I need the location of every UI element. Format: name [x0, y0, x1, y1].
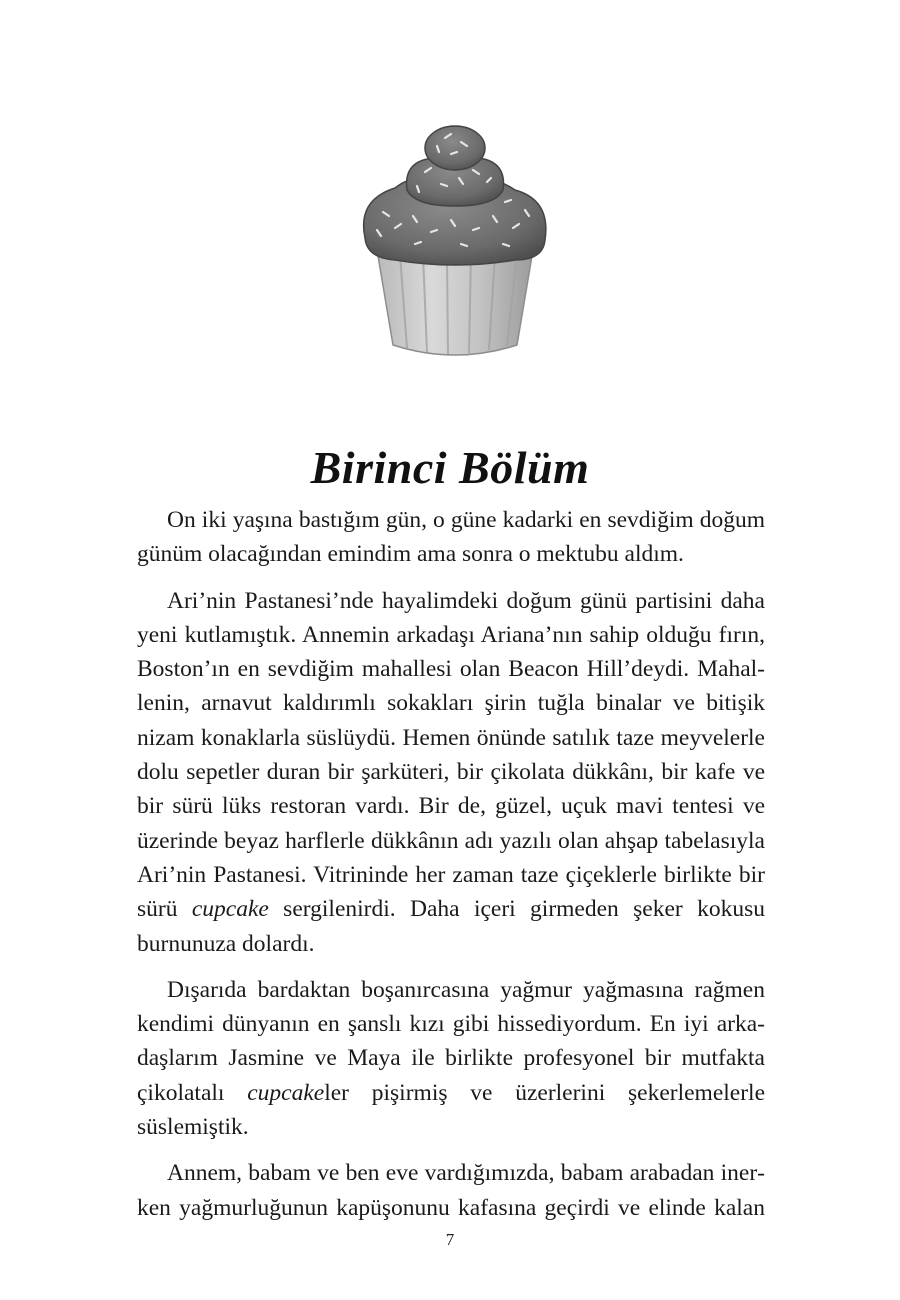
body-text — [137, 503, 765, 1237]
cupcake-icon — [355, 120, 555, 360]
paragraph — [137, 503, 765, 572]
text-run: sergilenirdi. Daha içeri girmeden şeker kokusu burnunuza dolardı. — [137, 896, 765, 957]
text-run: Ari’nin Pastanesi’nde hayalimdeki doğum günü partisini daha yeni kutlamıştık. Annemin arkadaşı Ariana’nın sahip olduğu fırın, Boston’ın en sevdiğim mahallesi olan Beacon Hill’deydi. Mahallenin, arnavut kaldırımlı sokakları şirin tuğla binalar ve bitişik nizam konaklarla süslüydü. Hemen önünde satılık taze meyvelerle dolu sepetler duran bir şarküteri, bir çikolata dükkânı, bir kafe ve bir sürü lüks restoran vardı. Bir de, güzel, uçuk mavi tentesi ve üzerinde beyaz harflerle dükkânın adı yazılı olan ahşap tabelasıyla Ari’nin Pastanesi. Vitrininde her zaman taze çiçeklerle birlikte bir sürü — [137, 587, 765, 923]
text-run: On iki yaşına bastığım gün, o güne kadarki en sevdiğim doğum günüm olacağından emindim ama sonra o mektubu aldım. — [137, 507, 765, 568]
paragraph — [137, 1156, 765, 1225]
paragraph — [137, 584, 765, 961]
italic-term: cupcake — [191, 896, 269, 923]
chapter-title: Birinci Bölüm — [310, 441, 590, 493]
page-number: 7 — [445, 1230, 455, 1249]
text-run: Dışarıda bardaktan boşanırcasına yağmur yağmasına rağmen kendimi dünyanın en şanslı kızı gibi hissediyordum. En iyi arkadaşlarım Jasmine ve Maya ile birlikte profesyonel bir mutfakta çikolatalı — [137, 976, 765, 1106]
italic-term: cupcake — [247, 1079, 325, 1106]
text-run: Annem, babam ve ben eve vardığımızda, babam arabadan inerken yağmurluğunun kapüşonunu kafasına geçirdi ve elinde kalan — [137, 1160, 765, 1221]
paragraph — [137, 973, 765, 1144]
text-run: ler pişirmiş ve üzerlerini şekerlemelerle süslemiştik. — [137, 1079, 766, 1141]
